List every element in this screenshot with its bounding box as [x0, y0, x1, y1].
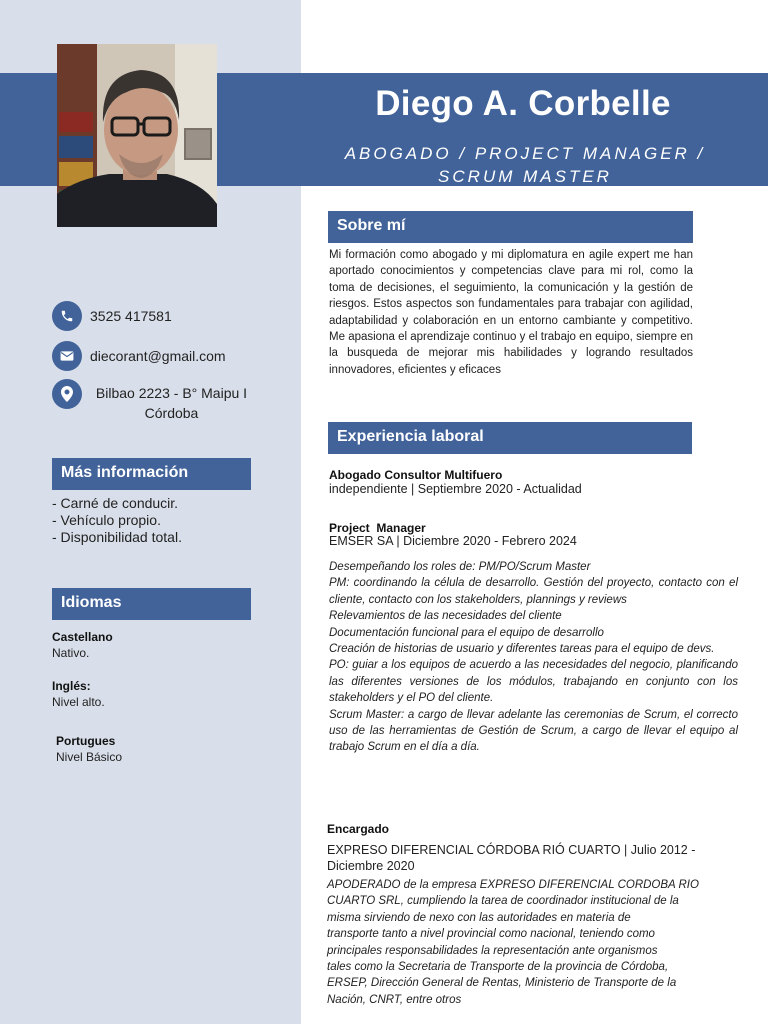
phone-number: 3525 417581 — [90, 308, 172, 324]
language-level: Nivel Básico — [56, 750, 123, 764]
experience-heading: Experiencia laboral — [328, 422, 692, 454]
location-pin-icon — [52, 379, 82, 409]
language-level: Nivel alto. — [52, 695, 105, 709]
languages-heading: Idiomas — [52, 588, 251, 620]
language-level: Nativo. — [52, 646, 90, 660]
language-name: Castellano — [52, 630, 113, 644]
description-line: PO: guiar a los equipos de acuerdo a las necesidades del negocio, planificando las diferentes versiones de los módulos, trabajando en conjunto con los stakeholders y el PO del cliente. — [329, 659, 738, 705]
list-item: - Carné de conducir. — [52, 495, 179, 511]
description-line: transporte tanto a nivel provincial como nacional, teniendo como — [327, 928, 655, 941]
language-name: Inglés: — [52, 679, 91, 693]
description-line: tales como la Secretaria de Transporte de la provincia de Córdoba, — [327, 961, 669, 974]
description-line: APODERADO de la empresa EXPRESO DIFERENCIAL CORDOBA RIO — [327, 879, 699, 891]
role-line-2: SCRUM MASTER — [438, 167, 612, 186]
description-line: Documentación funcional para el equipo de desarrollo — [329, 626, 604, 639]
address-line-1: Bilbao 2223 - B° Maipu I — [95, 385, 248, 401]
candidate-role — [330, 142, 720, 188]
contact-phone — [52, 301, 262, 331]
description-line: Scrum Master: a cargo de llevar adelante las ceremonias de Scrum, el correcto uso de las herramientas de Gestión de Scrum, a cargo de llevar el equipo al trabajo Scrum en el día a día. — [329, 708, 738, 754]
description-line: CUARTO SRL, cumpliendo la tarea de coordinador institucional de la — [327, 895, 679, 908]
address — [89, 383, 254, 423]
description-line: ERSEP, Dirección General de Rentas, Ministerio de Transporte de la — [327, 977, 677, 990]
job-meta-line: EXPRESO DIFERENCIAL CÓRDOBA RIÓ CUARTO | Julio 2012 - — [327, 843, 696, 857]
description-line: Creación de historias de usuario y diferentes tareas para el equipo de devs. — [329, 643, 715, 656]
mail-icon — [52, 341, 82, 371]
description-line: Relevamientos de las necesidades del cliente — [329, 610, 562, 623]
description-line: Desempeñando los roles de: PM/PO/Scrum Master — [329, 561, 591, 573]
more-info-list — [52, 495, 182, 546]
list-item: - Disponibilidad total. — [52, 529, 182, 545]
description-line: principales responsabilidades la representación ante organismos — [327, 944, 658, 957]
more-info-heading: Más información — [52, 458, 251, 490]
candidate-name: Diego A. Corbelle — [375, 84, 671, 123]
role-line-1: ABOGADO / PROJECT MANAGER / — [344, 144, 706, 163]
job-meta — [327, 843, 695, 874]
job-meta: EMSER SA | Diciembre 2020 - Febrero 2024 — [329, 534, 577, 548]
contact-address — [52, 379, 262, 423]
address-line-2: Córdoba — [144, 405, 199, 421]
contact-email — [52, 341, 262, 371]
description-line: PM: coordinando la célula de desarrollo. Gestión del proyecto, contacto con el cliente, contacto con los stakeholders, plannings y reviews — [329, 577, 738, 606]
job-title: Project Manager — [329, 521, 426, 535]
job-description — [329, 559, 738, 756]
phone-icon — [52, 301, 82, 331]
job-description — [327, 877, 747, 1008]
job-meta: independiente | Septiembre 2020 - Actualidad — [329, 482, 582, 496]
description-line: misma sirviendo de nexo con las autoridades en materia de — [327, 911, 631, 924]
language-name: Portugues — [56, 734, 116, 748]
email-address: diecorant@gmail.com — [90, 348, 226, 364]
profile-photo — [57, 44, 217, 227]
job-title: Abogado Consultor Multifuero — [329, 468, 503, 482]
job-meta-line: Diciembre 2020 — [327, 858, 415, 873]
list-item: - Vehículo propio. — [52, 512, 161, 528]
job-title: Encargado — [327, 822, 390, 836]
description-line: Nación, CNRT, entre otros — [327, 993, 462, 1006]
about-text: Mi formación como abogado y mi diplomatura en agile expert me han aportado conocimientos y competencias clave para mi rol, como la toma de decisiones, el seguimiento, la comunicación y la gestión de riesgos. Estos aspectos son fundamentales para trabajar con agilidad, adaptabilidad y colaboración en un entorno cambiante y competitivo. Me apasiona el aprendizaje continuo y el trabajo en equipo, siempre en la busqueda de mejorar mis habilidades y logrando resultados innovadores, eficientes y eficaces — [329, 249, 693, 376]
about-heading: Sobre mí — [328, 211, 693, 243]
